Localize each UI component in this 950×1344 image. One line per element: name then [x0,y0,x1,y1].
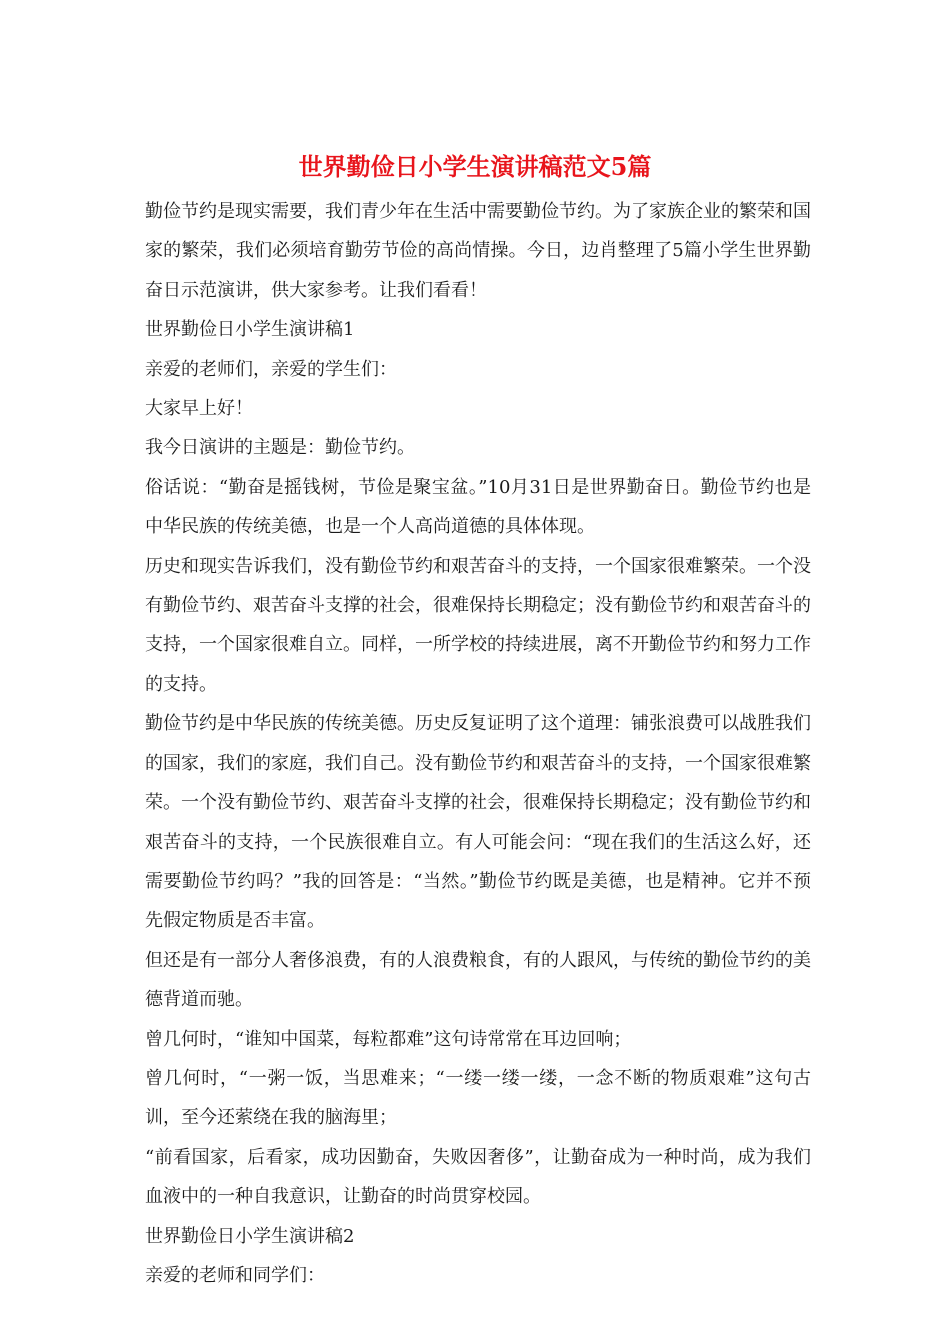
salutation: 亲爱的老师们，亲爱的学生们： [145,358,397,380]
paragraph-proverb: 俗话说：“勤奋是摇钱树，节俭是聚宝盆。”10月31日是世界勤奋日。勤俭节约也是中华民族的传统美德，也是一个人高尚道德的具体体现。 [145,476,811,538]
paragraph-topic: 我今日演讲的主题是：勤俭节约。 [145,437,415,459]
paragraph-virtue: 勤俭节约是中华民族的传统美德。历史反复证明了这个道理：铺张浪费可以战胜我们的国家，我们的家庭，我们自己。没有勤俭节约和艰苦奋斗的支持，一个国家很难繁荣。一个没有勤俭节约、艰苦奋斗支撑的社会，很难保持长期稳定；没有勤俭节约和艰苦奋斗的支持，一个民族很难自立。有人可能会问：“现在我们的生活这么好，还需要勤俭节约吗？”我的回答是：“当然。”勤俭节约既是美德，也是精神。它并不预先假定物质是否丰富。 [145,713,811,932]
paragraph-conclusion: “前看国家，后看家，成功因勤奋，失败因奢侈”，让勤奋成为一种时尚，成为我们血液中的一种自我意识，让勤奋的时尚贯穿校园。 [145,1146,811,1208]
section-heading-speech-1: 世界勤俭日小学生演讲稿1 [145,319,355,341]
document-body [145,192,811,1295]
paragraph-intro: 勤俭节约是现实需要，我们青少年在生活中需要勤俭节约。为了家族企业的繁荣和国家的繁荣，我们必须培育勤劳节俭的高尚情操。今日，边肖整理了5篇小学生世界勤奋日示范演讲，供大家参考。让我们看看！ [145,201,811,301]
section-heading-speech-2: 世界勤俭日小学生演讲稿2 [145,1225,355,1247]
paragraph-ancient-motto: 曾几何时，“一粥一饭，当思难来；“一缕一缕一缕，一念不断的物质艰难”这句古训，至今还萦绕在我的脑海里； [145,1067,811,1129]
document-title: 世界勤俭日小学生演讲稿范文5篇 [298,152,652,181]
paragraph-waste: 但还是有一部分人奢侈浪费，有的人浪费粮食，有的人跟风，与传统的勤俭节约的美德背道而驰。 [145,949,811,1011]
salutation-2: 亲爱的老师和同学们： [145,1264,325,1286]
greeting: 大家早上好！ [145,398,253,420]
paragraph-poem: 曾几何时，“谁知中国菜，每粒都难”这句诗常常在耳边回响； [145,1028,632,1050]
paragraph-history: 历史和现实告诉我们，没有勤俭节约和艰苦奋斗的支持，一个国家很难繁荣。一个没有勤俭节约、艰苦奋斗支撑的社会，很难保持长期稳定；没有勤俭节约和艰苦奋斗的支持，一个国家很难自立。同样，一所学校的持续进展，离不开勤俭节约和努力工作的支持。 [145,555,811,695]
